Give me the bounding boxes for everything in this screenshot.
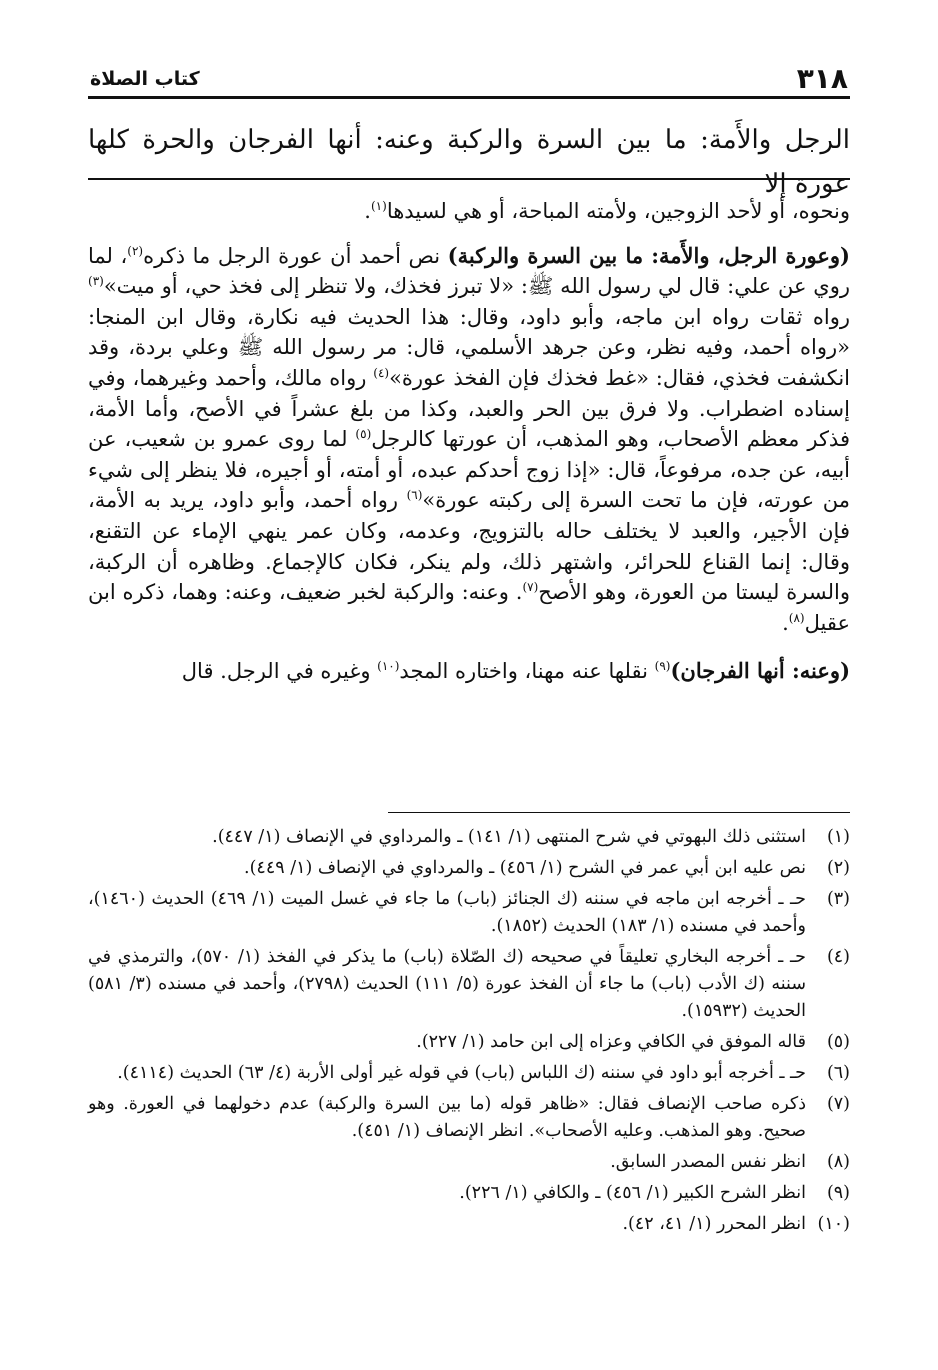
footnote-number: (١٠) — [817, 1214, 850, 1234]
footnote — [88, 1149, 850, 1176]
footnote-ref[interactable]: (٤) — [373, 365, 390, 380]
footnote — [88, 855, 850, 882]
footnote — [88, 1211, 850, 1238]
paragraph-2: (وعورة الرجل، والأَمة: ما بين السرة والركبة) نص أحمد أن عورة الرجل ما ذكره$^{(٢)}$، لما روي عن علي: قال لي رسول الله ﷺ: «لا تبرز فخذك، ولا تنظر إلى فخذ حي، أو ميت»$^{(٣)}$ رواه ثقات رواه ابن ماجه، وأبو داود، وقال: هذا الحديث فيه نكارة، وقال ابن المنجا: «رواه أحمد، وفيه نظر، وعن جرهد الأسلمي، قال: مر رسول الله ﷺ وعلي بردة، وقد انكشفت فخذي، فقال: «غط فخذك فإن الفخذ عورة»$^{(٤)}$ رواه مالك، وأحمد وغيرهما، وفي إسناده اضطراب. ولا فرق بين الحر والعبد، وكذا من بلغ عشراً في الأصح، وأما الأمة، فذكر معظم الأصحاب، وهو المذهب، أن عورتها كالرجل$^{(٥)}$ لما روى عمرو بن شعيب، عن أبيه، عن جده، مرفوعاً، قال: «إذا زوج أحدكم عبده، أو أمته، أو أجيره، فلا ينظر إلى شيء من عورته، فإن ما تحت السرة إلى ركبته عورة»$^{(٦)}$ رواه أحمد، وأبو داود، يريد به الأمة، فإن الأجير، والعبد لا يختلف حاله بالتزويج، وعدمه، وكان عمر ينهي الإماء عن التقنع، وقال: إنما القناع للحرائر، واشتهر ذلك، ولم ينكر، فكان كالإجماع. وظاهره أن الركبة، والسرة ليستا من العورة، وهو الأصح$^{(٧)}$. وعنه: والركبة لخبر ضعيف، وعنه: وهما، ذكره ابن عقيل$^{(٨)}$. — [88, 242, 851, 635]
book-title: كتاب الصلاة — [90, 68, 200, 90]
footnote — [88, 1029, 850, 1056]
footnote-number: (٨) — [826, 1152, 850, 1172]
footnote — [88, 1180, 850, 1207]
footnote-text: انظر نفس المصدر السابق. — [610, 1152, 806, 1172]
footnote-ref[interactable]: (٥) — [355, 427, 372, 442]
footnote-text: حـ ـ أخرجه ابن ماجه في سننه (ك الجنائز (باب) ما جاء في غسل الميت (١/ ٤٦٩) الحديث (١٤٦٠)، وأحمد في مسنده (١/ ١٨٣) الحديث (١٨٥٢). — [88, 889, 806, 936]
matn-text: الرجل والأَمة: ما بين السرة والركبة وعنه: أنها الفرجان والحرة كلها عورة إلا — [88, 125, 850, 199]
footnote-text: انظر الشرح الكبير (١/ ٤٥٦) ـ والكافي (١/ ٢٢٦). — [459, 1183, 806, 1203]
footnote-ref[interactable]: (٨) — [788, 610, 805, 625]
footnote-text: نص عليه ابن أبي عمر في الشرح (١/ ٤٥٦) ـ والمرداوي في الإنصاف (١/ ٤٤٩). — [244, 858, 806, 878]
footnote-number: (٩) — [826, 1183, 850, 1203]
footnote — [88, 886, 850, 940]
footnote-number: (٤) — [826, 947, 850, 967]
commentary-body — [88, 196, 850, 705]
footnote-number: (٧) — [826, 1094, 850, 1114]
footnote-text: انظر المحرر (١/ ٤١، ٤٢). — [622, 1214, 806, 1234]
footnote-number: (٥) — [826, 1032, 850, 1052]
footnote-text: حـ ـ أخرجه أبو داود في سننه (ك اللباس (باب) في قوله غير أولى الأربة (٤/ ٦٣) الحديث (٤١١٤). — [117, 1063, 806, 1083]
footnote-text: قاله الموفق في الكافي وعزاه إلى ابن حامد (١/ ٢٢٧). — [416, 1032, 806, 1052]
footnotes — [88, 824, 850, 1242]
footnote-text: حـ ـ أخرجه البخاري تعليقاً في صحيحه (ك الصّلاة (باب) ما يذكر في الفخذ (١/ ٥٧٠)، والترمذي في سننه (ك الأدب (باب) ما جاء أن الفخذ عورة (٥/ ١١١) الحديث (٢٧٩٨)، وأحمد في مسنده (٣/ ٥٨١) الحديث (١٥٩٣٢). — [88, 947, 806, 1021]
footnote-ref[interactable]: (٣) — [88, 274, 104, 289]
footnote-number: (٢) — [826, 858, 850, 878]
footnote-number: (٦) — [826, 1063, 850, 1083]
matn-divider — [88, 178, 850, 180]
footnote-ref[interactable]: (٧) — [522, 580, 539, 595]
footnote — [88, 1060, 850, 1087]
matn-quote: (وعنه: أنها الفرجان) — [670, 658, 850, 684]
matn-quote: (وعورة الرجل، والأَمة: ما بين السرة والركبة) — [447, 242, 850, 268]
footnote-number: (١) — [826, 827, 850, 847]
page-number: ٣١٨ — [796, 62, 848, 95]
footnote-text: استثنى ذلك البهوتي في شرح المنتهى (١/ ١٤١) ـ والمرداوي في الإنصاف (١/ ٤٤٧). — [212, 827, 806, 847]
paragraph-1: ونحوه، أو لأحد الزوجين، ولأمته المباحة، أو هي لسيدها$^{(١)}$. — [364, 199, 850, 223]
footnote-ref[interactable]: (١) — [370, 199, 387, 213]
footnote-ref[interactable]: (٩) — [654, 659, 671, 674]
footnote — [88, 944, 850, 1025]
footnote-ref[interactable]: (١٠) — [377, 659, 400, 674]
footnote-divider — [388, 812, 850, 813]
footnote — [88, 1091, 850, 1145]
footnote — [88, 824, 850, 851]
footnote-ref[interactable]: (٦) — [406, 488, 423, 503]
footnote-text: ذكره صاحب الإنصاف فقال: «ظاهر قوله (ما بين السرة والركبة) عدم دخولهما في العورة. وهو صحيح. وهو المذهب. وعليه الأصحاب». انظر الإنصاف (١/ ٤٥١). — [88, 1094, 806, 1141]
page-header — [88, 64, 850, 99]
paragraph-3: (وعنه: أنها الفرجان)$^{(٩)}$ نقلها عنه مهنا، واختاره المجد$^{(١٠)}$ وغيره في الرجل. قال — [181, 658, 850, 684]
footnote-number: (٣) — [826, 889, 850, 909]
footnote-ref[interactable]: (٢) — [127, 243, 144, 258]
